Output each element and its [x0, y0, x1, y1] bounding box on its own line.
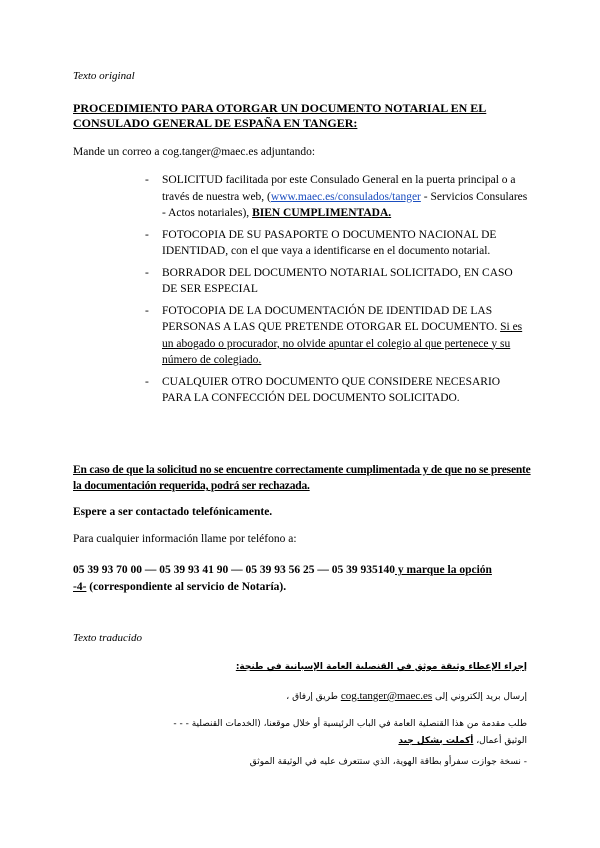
item-1-bold: BIEN CUMPLIMENTADA. [252, 207, 392, 219]
list-item [145, 227, 530, 260]
translated-label: Texto traducido [73, 632, 142, 644]
list-item [145, 265, 530, 298]
list-dash: - [145, 375, 149, 388]
wait-text: Espere a ser contactado telefónicamente. [73, 506, 273, 518]
document-title [73, 101, 533, 131]
list-item [145, 172, 530, 222]
item-4-note: Si es un abogado o procurador, no olvide apuntar el colegio al que pertenece y su número de colegiado. [162, 321, 523, 366]
consulate-web-link[interactable]: www.maec.es/consulados/tanger [270, 190, 421, 203]
arabic-line-1: طلب مقدمة من هذا القنصلية العامة في الباب الرئيسية أو خلال موقعنا، (الخدمات القنصلية - - - [173, 719, 527, 729]
item-1-text: SOLICITUD facilitada por este Consulado General en la puerta principal o a través de nuestra web, ( [162, 174, 516, 203]
list-dash: - [145, 228, 149, 241]
phone-numbers [73, 562, 533, 596]
arabic-intro [67, 690, 527, 704]
list-dash: - [145, 266, 149, 279]
item-2-text: FOTOCOPIA DE SU PASAPORTE O DOCUMENTO NACIONAL DE IDENTIDAD, con el que vaya a identificarse en el documento notarial. [162, 228, 497, 257]
phone-intro: Para cualquier información llame por teléfono a: [73, 533, 297, 545]
item-5-text: CUALQUIER OTRO DOCUMENTO QUE CONSIDERE NECESARIO PARA LA CONFECCIÓN DEL DOCUMENTO SOLICITADO. [162, 375, 501, 404]
requirements-list [145, 172, 530, 412]
item-1-rest: - Servicios Consulares - Actos notariales), [162, 190, 528, 219]
title-line-2: CONSULADO GENERAL DE ESPAÑA EN TANGER: [73, 116, 358, 130]
arabic-title: إجراء الإعطاء وثيقة موثق في القنصلية العامة الإسبانية في طنجة: [235, 662, 527, 672]
arabic-intro-b: طريق إرفاق ، [286, 692, 341, 702]
arabic-email[interactable]: cog.tanger@maec.es [340, 690, 433, 702]
arabic-line-2 [67, 735, 527, 748]
original-label: Texto original [73, 70, 135, 82]
arabic-line-2a: الوثيق أعمال، [473, 736, 527, 746]
arabic-line-2b: أكملت بشكل جيد [398, 736, 474, 746]
phone-option: y marque la opción [395, 564, 492, 576]
list-dash: - [145, 304, 149, 317]
option-number: -4- [73, 581, 87, 593]
option-description: (correspondiente al servicio de Notaría). [86, 581, 287, 593]
phone-list: 05 39 93 70 00 — 05 39 93 41 90 — 05 39 93 56 25 — 05 39 935140 [73, 564, 395, 576]
list-dash: - [145, 174, 149, 186]
intro-text: Mande un correo a cog.tanger@maec.es adjuntando: [73, 146, 316, 158]
item-3-text: BORRADOR DEL DOCUMENTO NOTARIAL SOLICITADO, EN CASO DE SER ESPECIAL [162, 266, 513, 295]
warning-text: En caso de que la solicitud no se encuentre correctamente cumplimentada y de que no se presente la documentación requerida, podrá ser rechazada. [73, 464, 531, 492]
item-4-text: FOTOCOPIA DE LA DOCUMENTACIÓN DE IDENTIDAD DE LAS PERSONAS A LAS QUE PRETENDE OTORGAR EL DOCUMENTO. [162, 304, 498, 333]
title-line-1: PROCEDIMIENTO PARA OTORGAR UN DOCUMENTO NOTARIAL EN EL [73, 101, 487, 115]
arabic-line-3: - نسخة جوازت سفرأو بطاقة الهوية، الذي ستتعرف عليه في الوثيقة الموثق [249, 757, 527, 767]
list-item [145, 374, 530, 407]
arabic-intro-a: إرسال بريد إلكتروني إلى [432, 692, 527, 702]
list-item [145, 303, 530, 369]
